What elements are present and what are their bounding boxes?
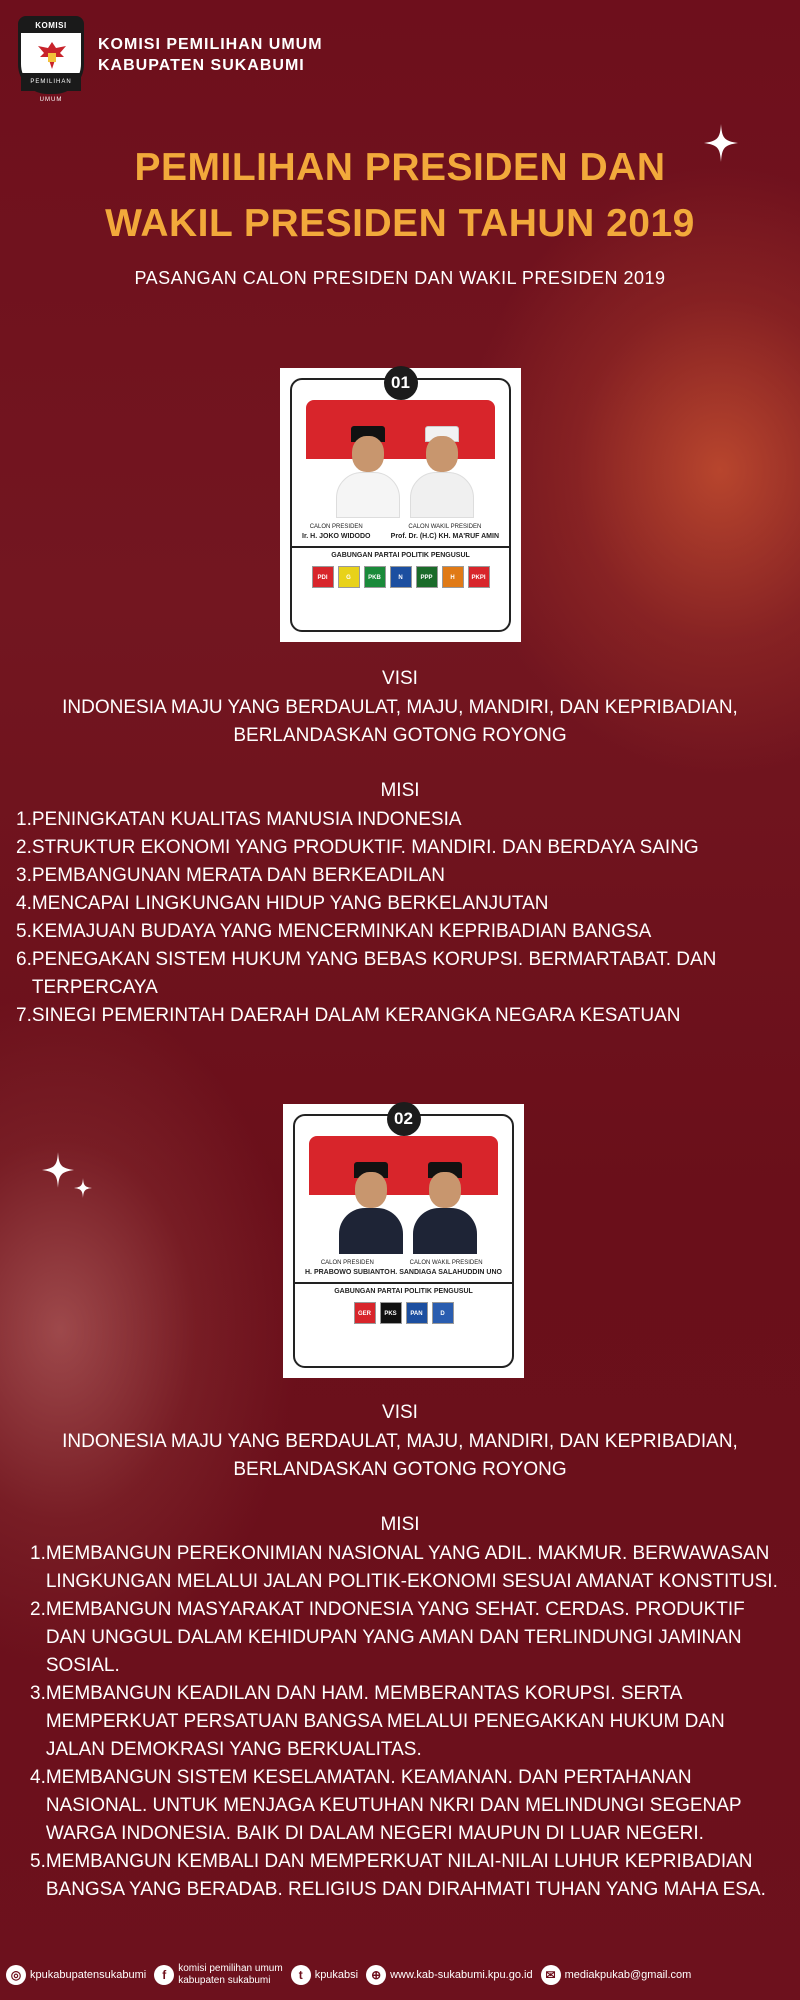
- candidate-names: [302, 524, 499, 540]
- candidate-figure: [406, 418, 478, 518]
- misi-number: 3.: [16, 865, 32, 886]
- card-frame: [293, 1109, 514, 1368]
- party-logo: PKS: [380, 1302, 402, 1324]
- misi-text: STRUKTUR EKONOMI YANG PRODUKTIF. MANDIRI. DAN BERDAYA SAING: [31, 837, 699, 858]
- misi-number: 2.: [30, 1599, 46, 1620]
- org-line-1: KOMISI PEMILIHAN UMUM: [98, 36, 323, 53]
- visi-text: INDONESIA MAJU YANG BERDAULAT, MAJU, MANDIRI, DAN KEPRIBADIAN, BERLANDASKAN GOTONG ROYONG: [62, 1431, 738, 1480]
- misi-text: PEMBANGUNAN MERATA DAN BERKEADILAN: [31, 865, 446, 886]
- misi-number: 5.: [16, 921, 32, 942]
- candidate-number: 01: [384, 366, 418, 400]
- party-logo: H: [442, 566, 464, 588]
- facebook-icon: f: [154, 1965, 174, 1985]
- party-logo: PKPI: [468, 566, 490, 588]
- facebook-link[interactable]: [154, 1963, 282, 1987]
- sparkle-icon: [42, 1152, 74, 1188]
- twitter-handle: kpukabsi: [314, 1969, 359, 1981]
- footer: [6, 1963, 699, 1987]
- misi-item: [16, 890, 756, 918]
- website-link[interactable]: [366, 1965, 532, 1985]
- misi-number: 2.: [16, 837, 32, 858]
- party-logo: PDI: [312, 566, 334, 588]
- misi-text: SINEGI PEMERINTAH DAERAH DALAM KERANGKA NEGARA KESATUAN: [31, 1005, 681, 1026]
- candidate-card-02: [283, 1104, 524, 1378]
- misi-text: MENCAPAI LINGKUNGAN HIDUP YANG BERKELANJUTAN: [31, 893, 549, 914]
- candidate-name: H. PRABOWO SUBIANTO: [305, 1269, 390, 1276]
- role-label: CALON WAKIL PRESIDEN: [408, 524, 482, 530]
- misi-item: [16, 834, 756, 862]
- candidate-photo: [309, 1136, 498, 1254]
- candidate-names: [305, 1260, 502, 1276]
- misi-heading: MISI: [380, 1514, 420, 1535]
- garuda-icon: [35, 39, 69, 73]
- kpu-logo: [18, 16, 84, 103]
- visi-text: INDONESIA MAJU YANG BERDAULAT, MAJU, MANDIRI, DAN KEPRIBADIAN, BERLANDASKAN GOTONG ROYONG: [62, 697, 738, 746]
- role-label: CALON PRESIDEN: [320, 1260, 374, 1266]
- misi-item: [30, 1596, 780, 1680]
- misi-item: [16, 862, 756, 890]
- misi-item: [16, 806, 756, 834]
- org-name: [98, 34, 323, 76]
- misi-item: [16, 946, 756, 1002]
- org-line-2: KABUPATEN SUKABUMI: [98, 57, 305, 74]
- visi-heading: VISI: [382, 1402, 418, 1423]
- mail-icon: ✉: [541, 1965, 561, 1985]
- candidate-name: Ir. H. JOKO WIDODO: [302, 533, 371, 540]
- misi-number: 4.: [16, 893, 32, 914]
- misi-number: 7.: [16, 1005, 32, 1026]
- twitter-link[interactable]: [291, 1965, 358, 1985]
- instagram-handle: kpukabupatensukabumi: [30, 1969, 147, 1981]
- misi-list: [16, 806, 756, 1030]
- misi-item: [16, 1002, 756, 1030]
- header: [18, 16, 323, 103]
- divider: [295, 1282, 512, 1284]
- misi-text: MEMBANGUN KEADILAN DAN HAM. MEMBERANTAS KORUPSI. SERTA MEMPERKUAT PERSATUAN BANGSA MELALUI PENEGAKKAN HUKUM DAN JALAN DEMOKRASI YANG BERKUALITAS.: [45, 1683, 725, 1760]
- card-frame: [290, 373, 511, 632]
- facebook-name-line-1: komisi pemilihan umum: [178, 1963, 283, 1974]
- candidate-name: H. SANDIAGA SALAHUDDIN UNO: [390, 1269, 502, 1276]
- facebook-name-line-2: kabupaten sukabumi: [178, 1975, 271, 1986]
- visi-heading: VISI: [382, 668, 418, 689]
- logo-top-text: KOMISI: [21, 19, 81, 33]
- misi-number: 1.: [16, 809, 32, 830]
- party-logos: [292, 566, 509, 588]
- logo-bottom-text: PEMILIHAN UMUM: [21, 73, 81, 91]
- misi-text: MEMBANGUN KEMBALI DAN MEMPERKUAT NILAI-NILAI LUHUR KEPRIBADIAN BANGSA YANG BERADAB. RELIGIUS DAN DIRAHMATI TUHAN YANG MAHA ESA.: [45, 1851, 766, 1900]
- misi-text: KEMAJUAN BUDAYA YANG MENCERMINKAN KEPRIBADIAN BANGSA: [31, 921, 652, 942]
- party-logo: PKB: [364, 566, 386, 588]
- role-label: CALON PRESIDEN: [309, 524, 363, 530]
- party-logo: D: [432, 1302, 454, 1324]
- candidate-card-01: [280, 368, 521, 642]
- party-logo: PAN: [406, 1302, 428, 1324]
- page-subtitle: PASANGAN CALON PRESIDEN DAN WAKIL PRESIDEN 2019: [134, 268, 666, 288]
- globe-icon: ⊕: [366, 1965, 386, 1985]
- misi-text: PENEGAKAN SISTEM HUKUM YANG BEBAS KORUPSI. BERMARTABAT. DAN TERPERCAYA: [31, 949, 717, 998]
- misi-number: 3.: [30, 1683, 46, 1704]
- party-logos: [295, 1302, 512, 1324]
- misi-item: [30, 1764, 780, 1848]
- candidate-figure: [409, 1154, 481, 1254]
- party-logo: N: [390, 566, 412, 588]
- instagram-link[interactable]: [6, 1965, 146, 1985]
- candidate-photo: [306, 400, 495, 518]
- party-logo: GER: [354, 1302, 376, 1324]
- misi-heading: MISI: [380, 780, 420, 801]
- role-label: CALON WAKIL PRESIDEN: [409, 1260, 483, 1266]
- misi-item: [30, 1848, 780, 1904]
- email-link[interactable]: [541, 1965, 692, 1985]
- misi-text: MEMBANGUN MASYARAKAT INDONESIA YANG SEHAT. CERDAS. PRODUKTIF DAN UNGGUL DALAM KEHIDUPAN YANG AMAN DAN TERLINDUNGI JAMINAN SOSIAL.: [45, 1599, 745, 1676]
- misi-text: MEMBANGUN PEREKONIMIAN NASIONAL YANG ADIL. MAKMUR. BERWAWASAN LINGKUNGAN MELALUI JALAN POLITIK-EKONOMI SESUAI AMANAT KONSTITUSI.: [45, 1543, 778, 1592]
- coalition-label: GABUNGAN PARTAI POLITIK PENGUSUL: [331, 552, 470, 559]
- misi-list: [30, 1540, 780, 1904]
- website-url: www.kab-sukabumi.kpu.go.id: [390, 1969, 533, 1981]
- email-address: mediakpukab@gmail.com: [564, 1969, 692, 1981]
- sparkle-icon: [74, 1178, 92, 1198]
- misi-item: [30, 1680, 780, 1764]
- misi-text: MEMBANGUN SISTEM KESELAMATAN. KEAMANAN. DAN PERTAHANAN NASIONAL. UNTUK MENJAGA KEUTUHAN NKRI DAN MELINDUNGI SEGENAP WARGA INDONESIA. BAIK DI DALAM NEGERI MAUPUN DI LUAR NEGERI.: [45, 1767, 742, 1844]
- misi-number: 1.: [30, 1543, 46, 1564]
- candidate-figure: [335, 1154, 407, 1254]
- candidate-name: Prof. Dr. (H.C) KH. MA'RUF AMIN: [390, 533, 499, 540]
- misi-item: [16, 918, 756, 946]
- instagram-icon: ◎: [6, 1965, 26, 1985]
- misi-number: 6.: [16, 949, 32, 970]
- misi-number: 4.: [30, 1767, 46, 1788]
- candidate-number: 02: [387, 1102, 421, 1136]
- party-logo: PPP: [416, 566, 438, 588]
- misi-item: [30, 1540, 780, 1596]
- title-line-2: WAKIL PRESIDEN TAHUN 2019: [105, 202, 695, 245]
- coalition-label: GABUNGAN PARTAI POLITIK PENGUSUL: [334, 1288, 473, 1295]
- misi-number: 5.: [30, 1851, 46, 1872]
- candidate-figure: [332, 418, 404, 518]
- title-line-1: PEMILIHAN PRESIDEN DAN: [134, 146, 666, 189]
- party-logo: G: [338, 566, 360, 588]
- divider: [292, 546, 509, 548]
- page-title: [0, 140, 800, 252]
- twitter-icon: t: [291, 1965, 311, 1985]
- misi-text: PENINGKATAN KUALITAS MANUSIA INDONESIA: [31, 809, 462, 830]
